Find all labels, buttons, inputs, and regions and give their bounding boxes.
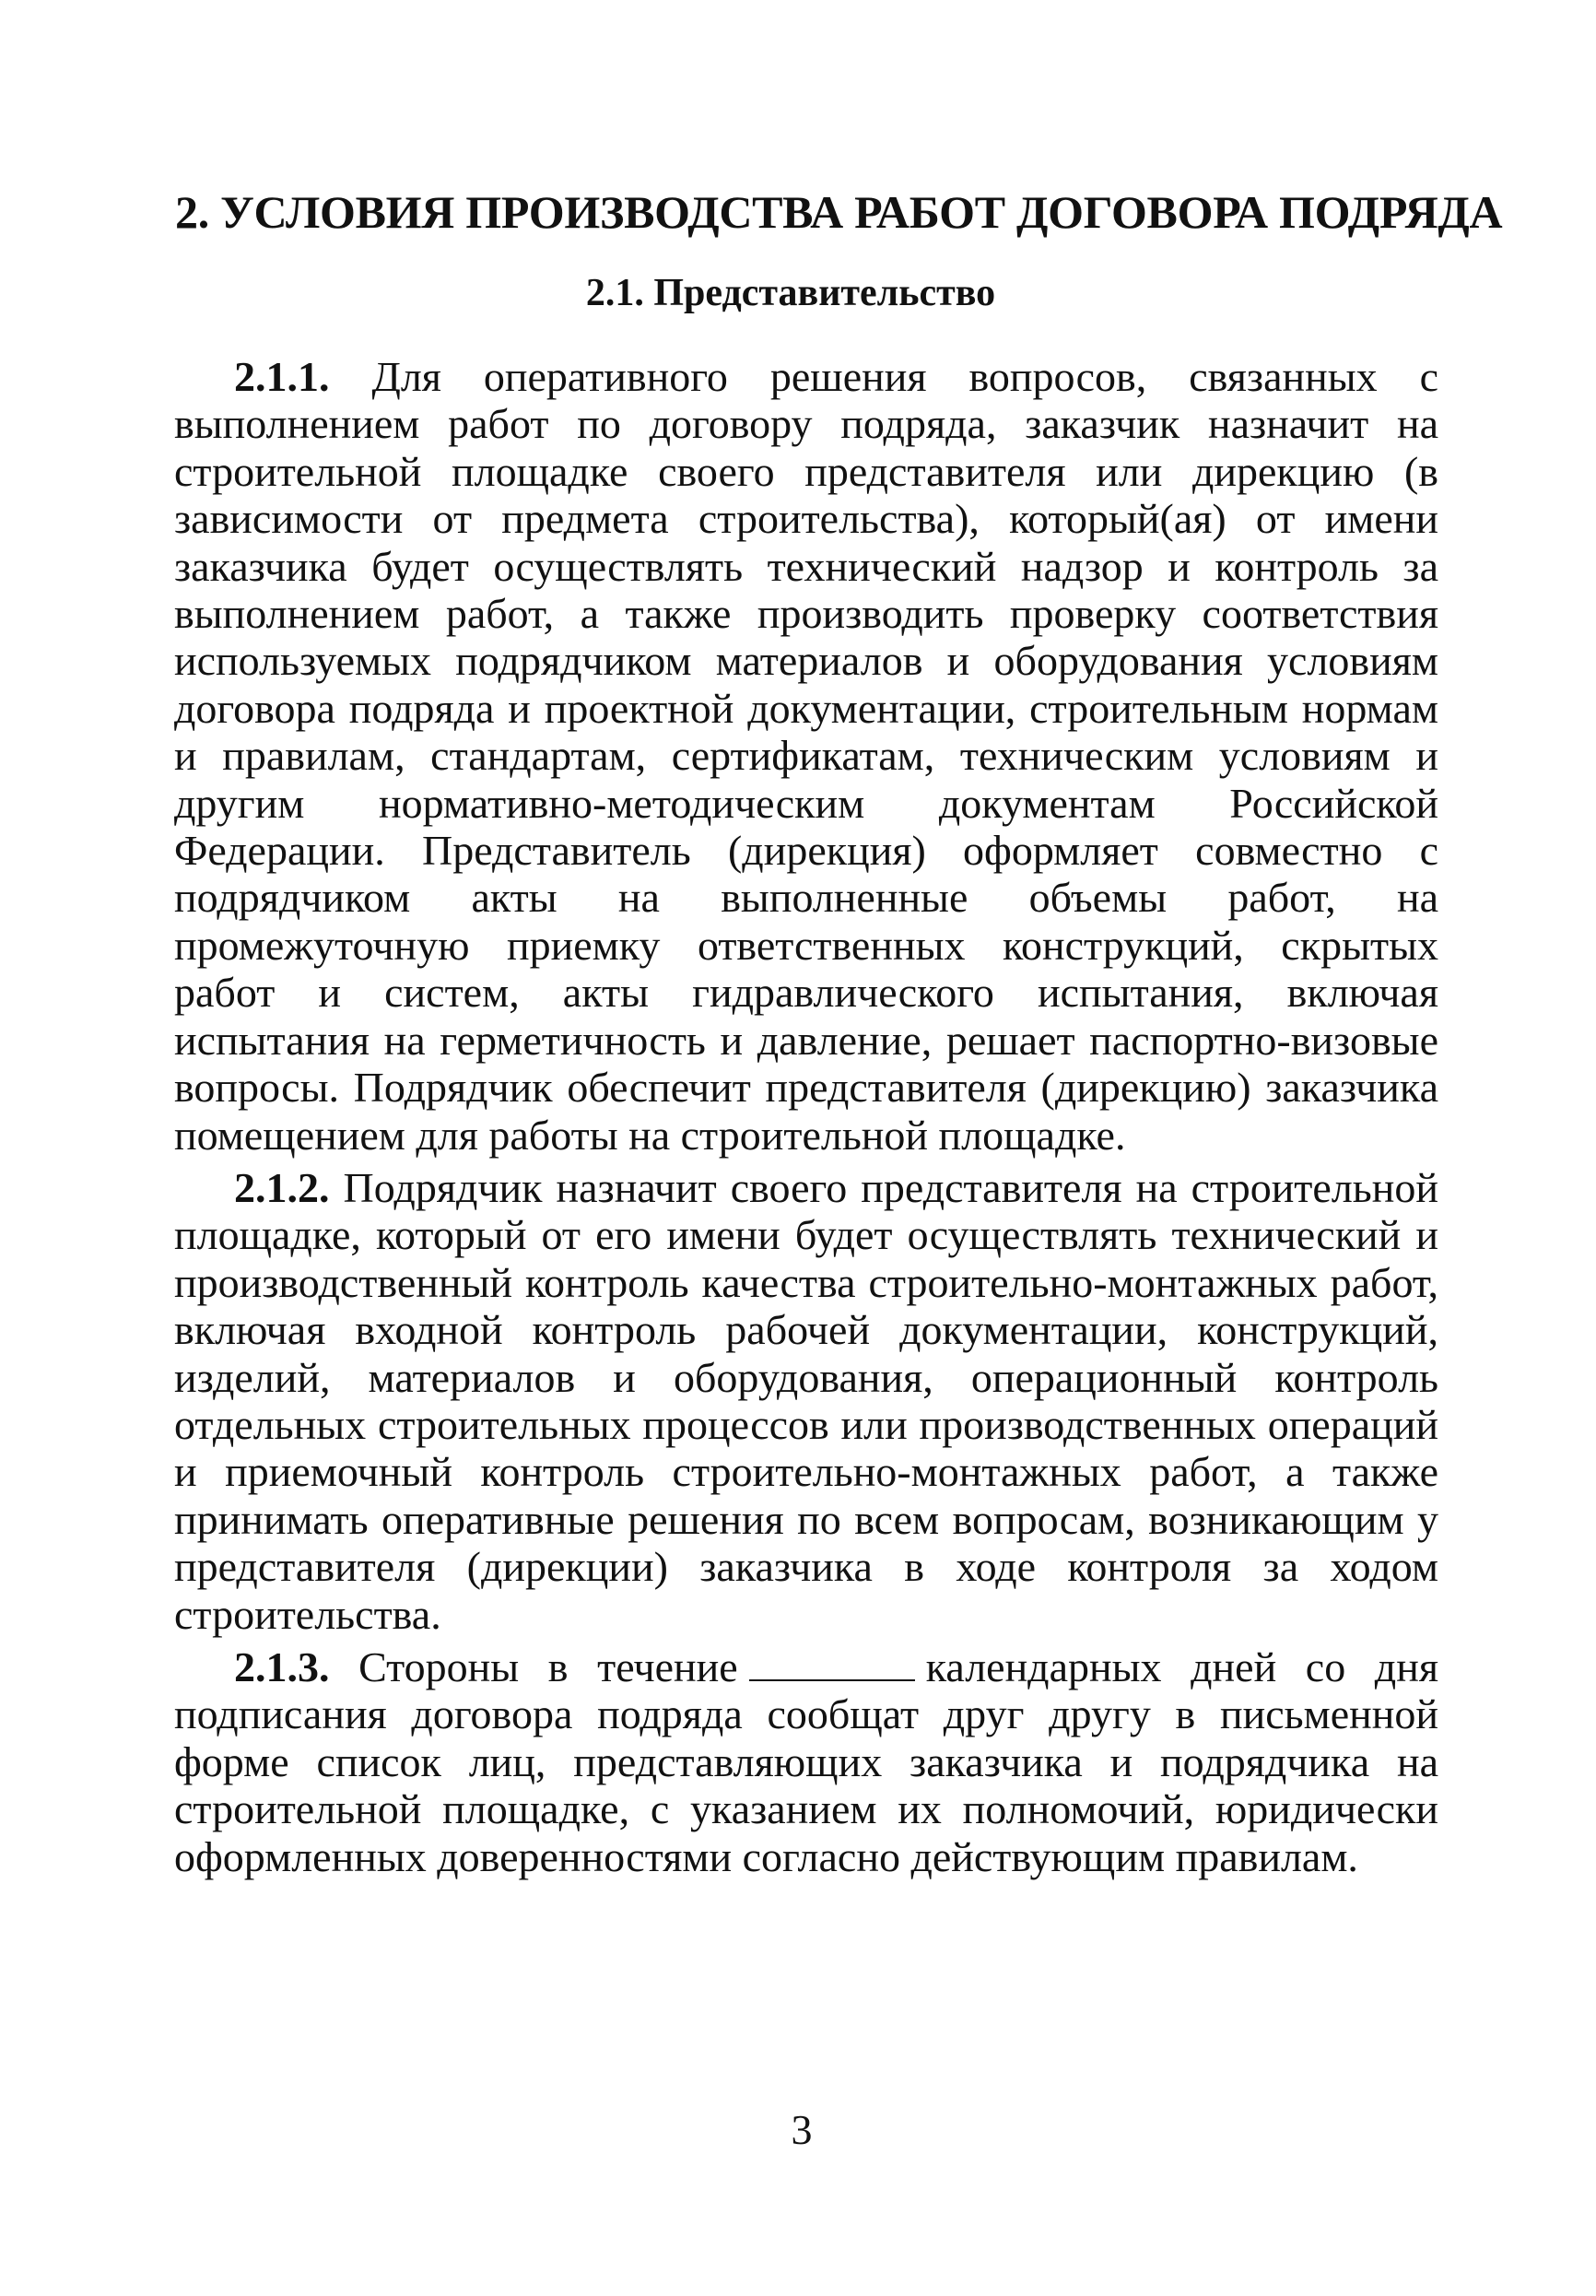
clause-text-before-blank: Стороны в течение <box>358 1643 738 1690</box>
page-number: 3 <box>791 2106 813 2153</box>
clause-number: 2.1.3. <box>234 1643 330 1690</box>
body-text <box>174 353 1438 1886</box>
section-title: 2.1. Представительство <box>585 272 996 314</box>
clause-text-after-blank: календарных дней со дня подписания договора подряда сообщат друг другу в письменной форме список лиц, представляющих заказчика и подрядчика на строительной площадке, с указанием их полномочий, юридически оформленных доверенностями согласно действующим правилам. <box>174 1643 1438 1880</box>
clause-2-1-2 <box>174 1164 1438 1638</box>
fill-in-blank-days <box>749 1652 915 1681</box>
clause-2-1-1 <box>174 353 1438 1159</box>
section-title-wrapper <box>0 269 1596 317</box>
clause-2-1-3 <box>174 1643 1438 1880</box>
chapter-title: 2. УСЛОВИЯ ПРОИЗВОДСТВА РАБОТ ДОГОВОРА ПОДРЯДА <box>175 186 1503 238</box>
clause-number: 2.1.1. <box>234 353 330 400</box>
clause-text: Для оперативного решения вопросов, связанных с выполнением работ по договору подряда, заказчик назначит на строительной площадке своего представителя или дирекцию (в зависимости от предмета строительства), который(ая) от имени заказчика будет осуществлять технический надзор и контроль за выполнением работ, а также производить проверку соответствия используемых подрядчиком материалов и оборудования условиям договора подряда и проектной документации, строительным нормам и правилам, стандартам, сертификатам, техническим условиям и другим нормативно-методическим документам Российской Федерации. Представитель (дирекция) оформляет совместно с подрядчиком акты на выполненные объемы работ, на промежуточную приемку ответственных конструкций, скрытых работ и систем, акты гидравлического испытания, включая испытания на герметичность и давление, решает паспортно-визовые вопросы. Подрядчик обеспечит представителя (дирекцию) заказчика помещением для работы на строительной площадке. <box>174 353 1438 1159</box>
clause-text: Подрядчик назначит своего представителя на строительной площадке, который от его имени будет осуществлять технический и производственный контроль качества строительно-монтажных работ, включая входной контроль рабочей документации, конструкций, изделий, материалов и оборудования, операционный контроль отдельных строительных процессов или производственных операций и приемочный контроль строительно-монтажных работ, а также принимать оперативные решения по всем вопросам, возникающим у представителя (дирекции) заказчика в ходе контроля за ходом строительства. <box>174 1163 1438 1638</box>
clause-number: 2.1.2. <box>234 1163 330 1211</box>
